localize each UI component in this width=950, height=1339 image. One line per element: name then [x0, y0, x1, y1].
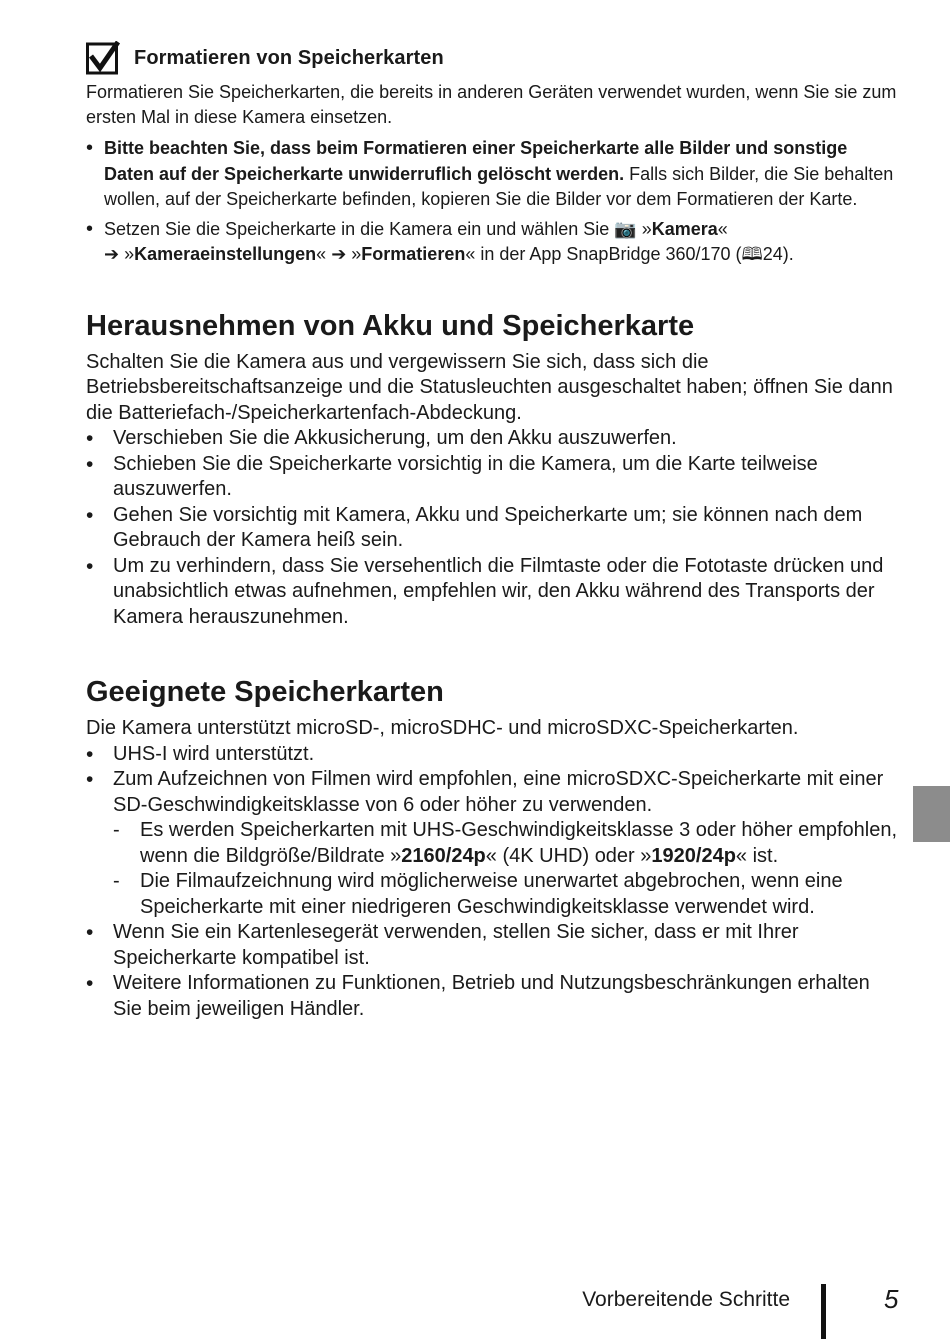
sub-item-text: « (4K UHD) oder » — [485, 844, 652, 867]
section-intro: Die Kamera unterstützt microSD-, microSDHC- und microSDXC-Speicherkarten. — [86, 717, 799, 740]
page-content — [86, 40, 898, 1022]
section-list — [86, 742, 898, 1023]
note-header — [86, 40, 898, 76]
list-item: • Weitere Informationen zu Funktionen, Betrieb und Nutzungsbeschränkungen erhalten Sie beim jeweiligen Händler. — [86, 971, 898, 1022]
section-heading: Herausnehmen von Akku und Speicherkarte — [86, 309, 695, 342]
page-reference: 24). — [762, 244, 794, 265]
note-intro: Formatieren Sie Speicherkarten, die bereits in anderen Geräten verwendet wurden, wenn Sie sie zum ersten Mal in diese Kamera einsetzen. — [86, 82, 897, 127]
chapter-tab — [913, 786, 950, 842]
section-intro: Schalten Sie die Kamera aus und vergewissern Sie sich, dass sich die Betriebsbereitschaftsanzeige und die Statusleuchten ausgeschaltet haben; öffnen Sie dann die Batteriefach-/Speicherkartenfach-Abdeckung. — [86, 350, 893, 424]
warning-text: Bitte beachten Sie, dass beim Formatieren einer Speicherkarte alle Bilder und sonstige Daten auf der Speicherkarte unwiderruflich gelöscht werden. — [104, 138, 848, 184]
list-item: • Verschieben Sie die Akkusicherung, um den Akku auszuwerfen. — [86, 426, 898, 452]
menu-camera: Kamera — [651, 218, 718, 239]
sub-list — [113, 818, 898, 920]
list-item — [86, 136, 898, 213]
sub-item-text: « ist. — [735, 844, 779, 867]
note-box — [86, 40, 898, 268]
instruction-text: Setzen Sie die Speicherkarte in die Kamera ein und wählen Sie — [104, 218, 615, 239]
resolution-value: 2160/24p — [401, 844, 486, 867]
list-item: • Setzen Sie die Speicherkarte in die Kamera ein und wählen Sie 📷 »Kamera« ➔ »Kameraeinstellungen« ➔ »Formatieren« in der App SnapBridge 360/170 (🕮24). — [86, 217, 898, 268]
book-icon: 🕮 — [741, 244, 763, 265]
footer-divider — [821, 1284, 826, 1339]
list-item-text: Zum Aufzeichnen von Filmen wird empfohlen, eine microSDXC-Speicherkarte mit einer SD-Geschwindigkeitsklasse von 6 oder höher zu verwenden. — [113, 768, 884, 816]
list-item: • Schieben Sie die Speicherkarte vorsichtig in die Kamera, um die Karte teilweise auszuwerfen. — [86, 452, 898, 503]
app-reference: « in der App SnapBridge 360/170 ( — [465, 244, 742, 265]
list-item: • UHS-I wird unterstützt. — [86, 742, 898, 768]
section-heading: Geeignete Speicherkarten — [86, 676, 444, 709]
check-mark-icon — [86, 41, 120, 75]
footer-chapter-label: Vorbereitende Schritte — [582, 1288, 790, 1311]
arrow-right-icon: ➔ — [331, 244, 347, 265]
sub-list-item: - Die Filmaufzeichnung wird möglicherweise unerwartet abgebrochen, wenn eine Speicherkarte mit einer niedrigeren Geschwindigkeitsklasse verwendet wird. — [113, 869, 898, 920]
note-list — [86, 136, 898, 268]
list-item: • Um zu verhindern, dass Sie versehentlich die Filmtaste oder die Fototaste drücken und unabsichtlich etwas aufnehmen, empfehlen wir, den Akku während des Transports der Kamera herauszunehmen. — [86, 554, 898, 631]
sub-item-text: Es werden Speicherkarten mit UHS-Geschwindigkeitsklasse 3 oder höher empfohlen, wenn die Bildgröße/Bildrate » — [140, 819, 898, 867]
sub-list-item — [113, 818, 898, 869]
section-list — [86, 426, 898, 630]
list-item — [86, 767, 898, 920]
section-remove — [86, 308, 898, 631]
note-title: Formatieren von Speicherkarten — [134, 46, 444, 69]
camera-icon: 📷 — [614, 218, 637, 239]
page-number: 5 — [884, 1284, 899, 1314]
list-item: • Wenn Sie ein Kartenlesegerät verwenden, stellen Sie sicher, dass er mit Ihrer Speicherkarte kompatibel ist. — [86, 920, 898, 971]
resolution-value: 1920/24p — [651, 844, 736, 867]
menu-settings: Kameraeinstellungen — [134, 244, 317, 265]
arrow-right-icon: ➔ — [104, 244, 120, 265]
list-item: • Gehen Sie vorsichtig mit Kamera, Akku und Speicherkarte um; sie können nach dem Gebrauch der Kamera heiß sein. — [86, 503, 898, 554]
section-cards — [86, 674, 898, 1022]
menu-format: Formatieren — [361, 244, 466, 265]
warning-detail: Falls sich Bilder, die Sie behalten wollen, auf der Speicherkarte befinden, kopieren Sie die Bilder vor dem Formatieren der Karte. — [104, 163, 894, 210]
